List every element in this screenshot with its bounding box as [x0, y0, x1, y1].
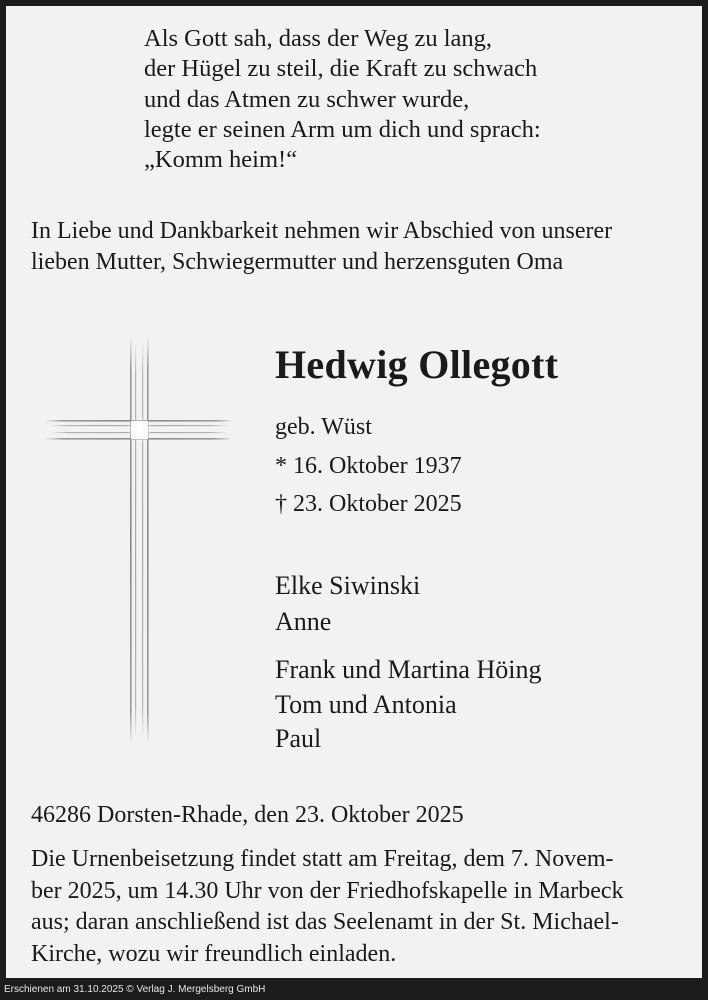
mourner-name: Elke Siwinski: [275, 571, 421, 600]
death-date: † 23. Oktober 2025: [275, 491, 462, 517]
publication-footer: Erschienen am 31.10.2025 © Verlag J. Mergelsberg GmbH: [4, 984, 266, 995]
mourner-name: Tom und Antonia: [275, 690, 457, 719]
poem-line: Als Gott sah, dass der Weg zu lang,: [144, 25, 493, 52]
poem-line: und das Atmen zu schwer wurde,: [144, 85, 470, 113]
cross-icon: [40, 332, 230, 747]
funeral-notice: [31, 844, 624, 970]
notice-line: Die Urnenbeisetzung findet statt am Freitag, dem 7. Novem-: [31, 846, 614, 872]
notice-line: Kirche, wozu wir freundlich einladen.: [31, 940, 397, 967]
poem: [144, 24, 541, 175]
poem-line: der Hügel zu steil, die Kraft zu schwach: [144, 55, 538, 83]
poem-line: legte er seinen Arm um dich und sprach:: [144, 115, 541, 143]
farewell-intro: [31, 216, 691, 278]
intro-line: lieben Mutter, Schwiegermutter und herzensguten Oma: [31, 249, 564, 275]
intro-line: In Liebe und Dankbarkeit nehmen wir Abschied von unserer: [31, 218, 613, 244]
poem-line: „Komm heim!“: [144, 146, 298, 174]
mourner-name: Paul: [275, 724, 322, 753]
notice-line: ber 2025, um 14.30 Uhr von der Friedhofskapelle in Marbeck: [31, 877, 624, 904]
deceased-name: Hedwig Ollegott: [275, 342, 559, 387]
mourner-name: Anne: [275, 607, 332, 636]
notice-line: aus; daran anschließend ist das Seelenamt in der St. Michael-: [31, 909, 619, 935]
mourners: [275, 568, 541, 756]
birth-date: * 16. Oktober 1937: [275, 452, 462, 479]
deceased-details: [275, 408, 462, 524]
mourner-name: Frank und Martina Höing: [275, 655, 542, 684]
birth-name: geb. Wüst: [275, 414, 372, 440]
place-and-date: 46286 Dorsten-Rhade, den 23. Oktober 2025: [31, 802, 464, 828]
obituary-card: [6, 6, 702, 978]
